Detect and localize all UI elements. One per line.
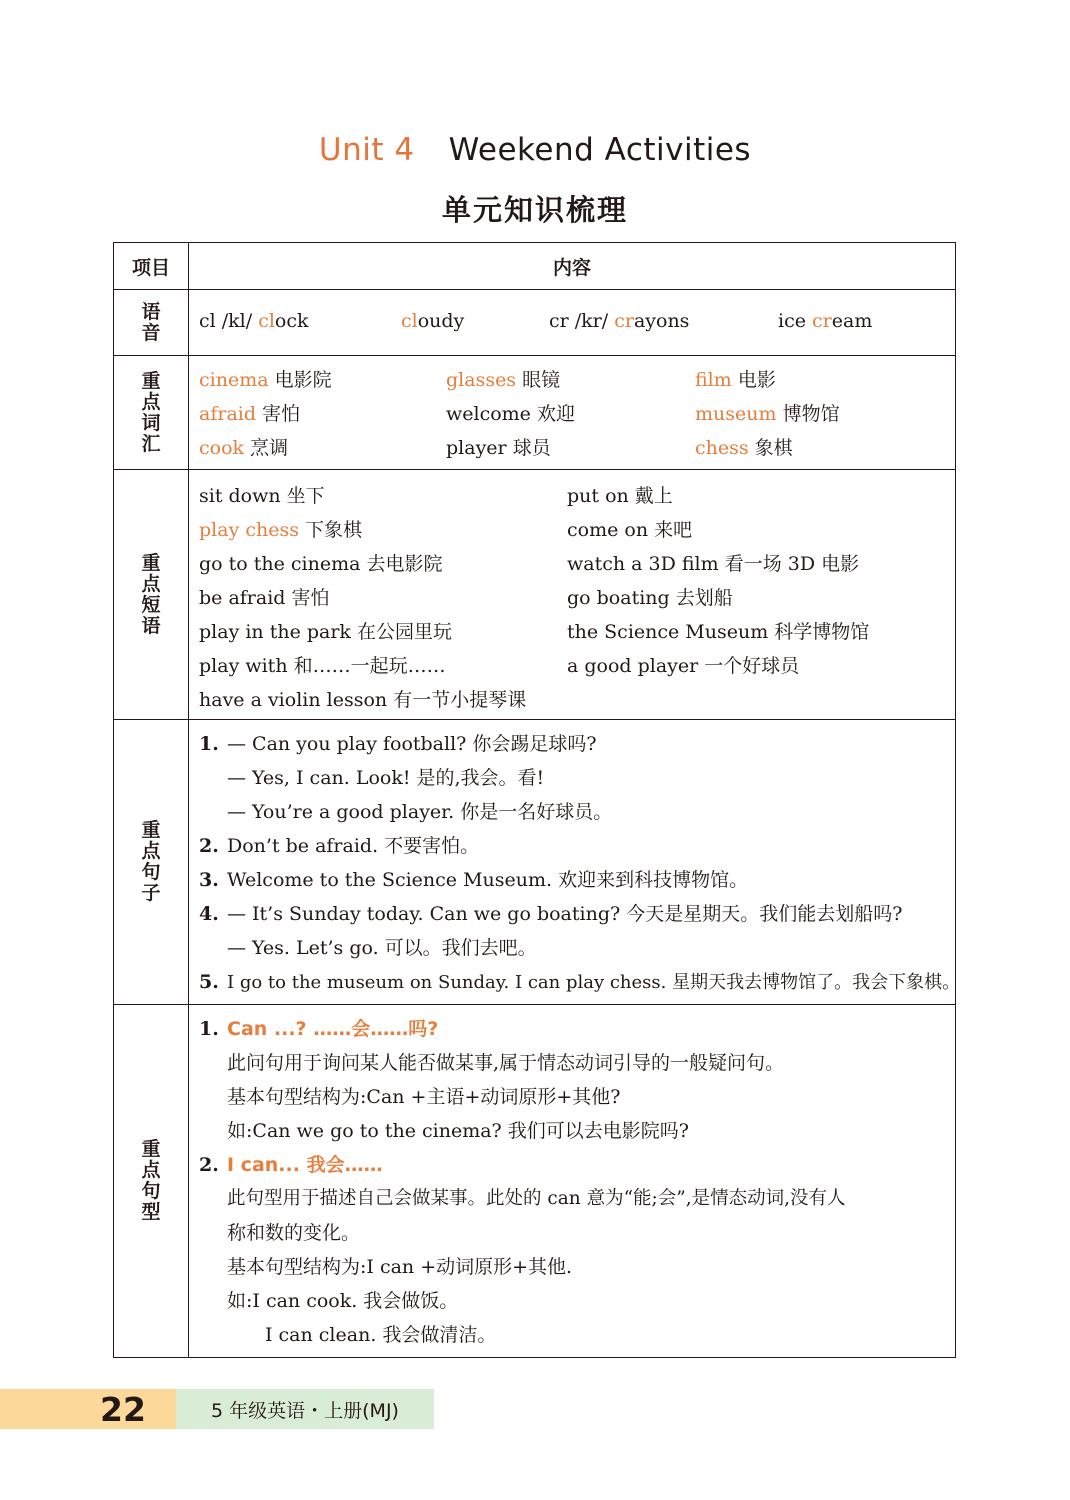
- patterns-row: [114, 1005, 955, 1357]
- header-content-label: 内容: [552, 256, 591, 279]
- patterns-label-cell: [114, 1005, 189, 1357]
- phrase-item: be afraid 害怕: [199, 587, 330, 609]
- pattern-line: 此句型用于描述自己会做某事。此处的 can 意为“能;会”,是情态动词,没有人: [227, 1188, 846, 1209]
- header-item-label: 项目: [131, 256, 170, 279]
- vocab-row: [114, 356, 955, 470]
- sentence-line: 5. I go to the museum on Sunday. I can play chess. 星期天我去博物馆了。我会下象棋。: [199, 971, 961, 993]
- book-title: 5 年级英语・上册(MJ): [176, 1389, 434, 1429]
- phonics-label: 语音: [141, 300, 161, 344]
- sentence-line: 1. — Can you play football? 你会踢足球吗?: [199, 733, 597, 755]
- phonics-item: ice cream: [778, 310, 873, 332]
- table-header-row: [114, 243, 955, 290]
- pattern-heading: 1. Can ...? ……会……吗?: [199, 1018, 439, 1040]
- pattern-line: 如:Can we go to the cinema? 我们可以去电影院吗?: [227, 1120, 689, 1142]
- pattern-line: 基本句型结构为:Can +主语+动词原形+其他?: [227, 1086, 621, 1108]
- pattern-line: 基本句型结构为:I can +动词原形+其他.: [227, 1256, 573, 1278]
- unit-name: Weekend Activities: [448, 132, 752, 168]
- header-content-cell: [189, 243, 955, 289]
- patterns-label: 重点句型: [141, 1138, 161, 1223]
- phrases-label-cell: [114, 470, 189, 719]
- phonics-item: cr /kr/ crayons: [549, 310, 690, 332]
- header-item-cell: [114, 243, 189, 289]
- sentence-line: — Yes. Let’s go. 可以。我们去吧。: [227, 937, 537, 959]
- vocab-item: chess 象棋: [695, 437, 793, 459]
- knowledge-table: [113, 242, 961, 1358]
- phonics-row: [114, 290, 955, 356]
- pattern-line: 称和数的变化。: [227, 1222, 361, 1244]
- sentence-line: 2. Don’t be afraid. 不要害怕。: [199, 835, 480, 857]
- pattern-line: 此问句用于询问某人能否做某事,属于情态动词引导的一般疑问句。: [227, 1052, 785, 1074]
- patterns-content: [189, 1005, 955, 1357]
- vocab-item: afraid 害怕: [199, 403, 301, 425]
- vocab-item: museum 博物馆: [695, 403, 840, 425]
- phrase-item: play with 和……一起玩……: [199, 655, 446, 677]
- phrase-item: play in the park 在公园里玩: [199, 621, 452, 643]
- phrase-item: watch a 3D film 看一场 3D 电影: [567, 553, 860, 575]
- sentences-label: 重点句子: [141, 819, 161, 904]
- phrases-label: 重点短语: [141, 551, 161, 637]
- sentence-line: — Yes, I can. Look! 是的,我会。看!: [227, 767, 545, 789]
- phrase-item: go to the cinema 去电影院: [199, 553, 443, 575]
- phrase-item: put on 戴上: [567, 485, 673, 507]
- vocab-item: film 电影: [695, 369, 776, 391]
- pattern-heading: 2. I can... 我会……: [199, 1154, 383, 1176]
- sentences-content: [189, 720, 961, 1004]
- phonics-item: cloudy: [401, 310, 465, 332]
- pattern-line: 如:I can cook. 我会做饭。: [227, 1290, 459, 1312]
- phrases-content: [189, 470, 955, 719]
- phrase-item: have a violin lesson 有一节小提琴课: [199, 689, 527, 711]
- page-subtitle: 单元知识梳理: [441, 193, 628, 227]
- phonics-item: cl /kl/ clock: [199, 310, 309, 332]
- vocab-item: welcome 欢迎: [446, 403, 575, 425]
- unit-title: [0, 132, 1070, 168]
- phrase-item: a good player 一个好球员: [567, 655, 800, 677]
- unit-number: Unit 4: [318, 132, 415, 168]
- phrase-item: go boating 去划船: [567, 587, 733, 609]
- phonics-content: [189, 290, 955, 355]
- phrases-row: [114, 470, 955, 720]
- sentence-line: 3. Welcome to the Science Museum. 欢迎来到科技博物馆。: [199, 869, 749, 891]
- phrase-item: play chess 下象棋: [199, 519, 363, 541]
- phrase-item: sit down 坐下: [199, 485, 325, 507]
- phrase-item: come on 来吧: [567, 519, 693, 541]
- phonics-label-cell: [114, 290, 189, 355]
- vocab-content: [189, 356, 955, 469]
- vocab-item: glasses 眼镜: [446, 369, 561, 391]
- sentences-row: [114, 720, 961, 1005]
- vocab-label: 重点词汇: [141, 369, 161, 455]
- vocab-item: cinema 电影院: [199, 369, 332, 391]
- page-number: 22: [0, 1389, 176, 1429]
- vocab-label-cell: [114, 356, 189, 469]
- sentence-line: 4. — It’s Sunday today. Can we go boating? 今天是星期天。我们能去划船吗?: [199, 903, 903, 925]
- phrase-item: the Science Museum 科学博物馆: [567, 621, 870, 643]
- vocab-item: cook 烹调: [199, 437, 289, 459]
- pattern-line: I can clean. 我会做清洁。: [265, 1324, 497, 1346]
- sentence-line: — You’re a good player. 你是一名好球员。: [227, 801, 613, 823]
- vocab-item: player 球员: [446, 437, 551, 459]
- sentences-label-cell: [114, 720, 189, 1004]
